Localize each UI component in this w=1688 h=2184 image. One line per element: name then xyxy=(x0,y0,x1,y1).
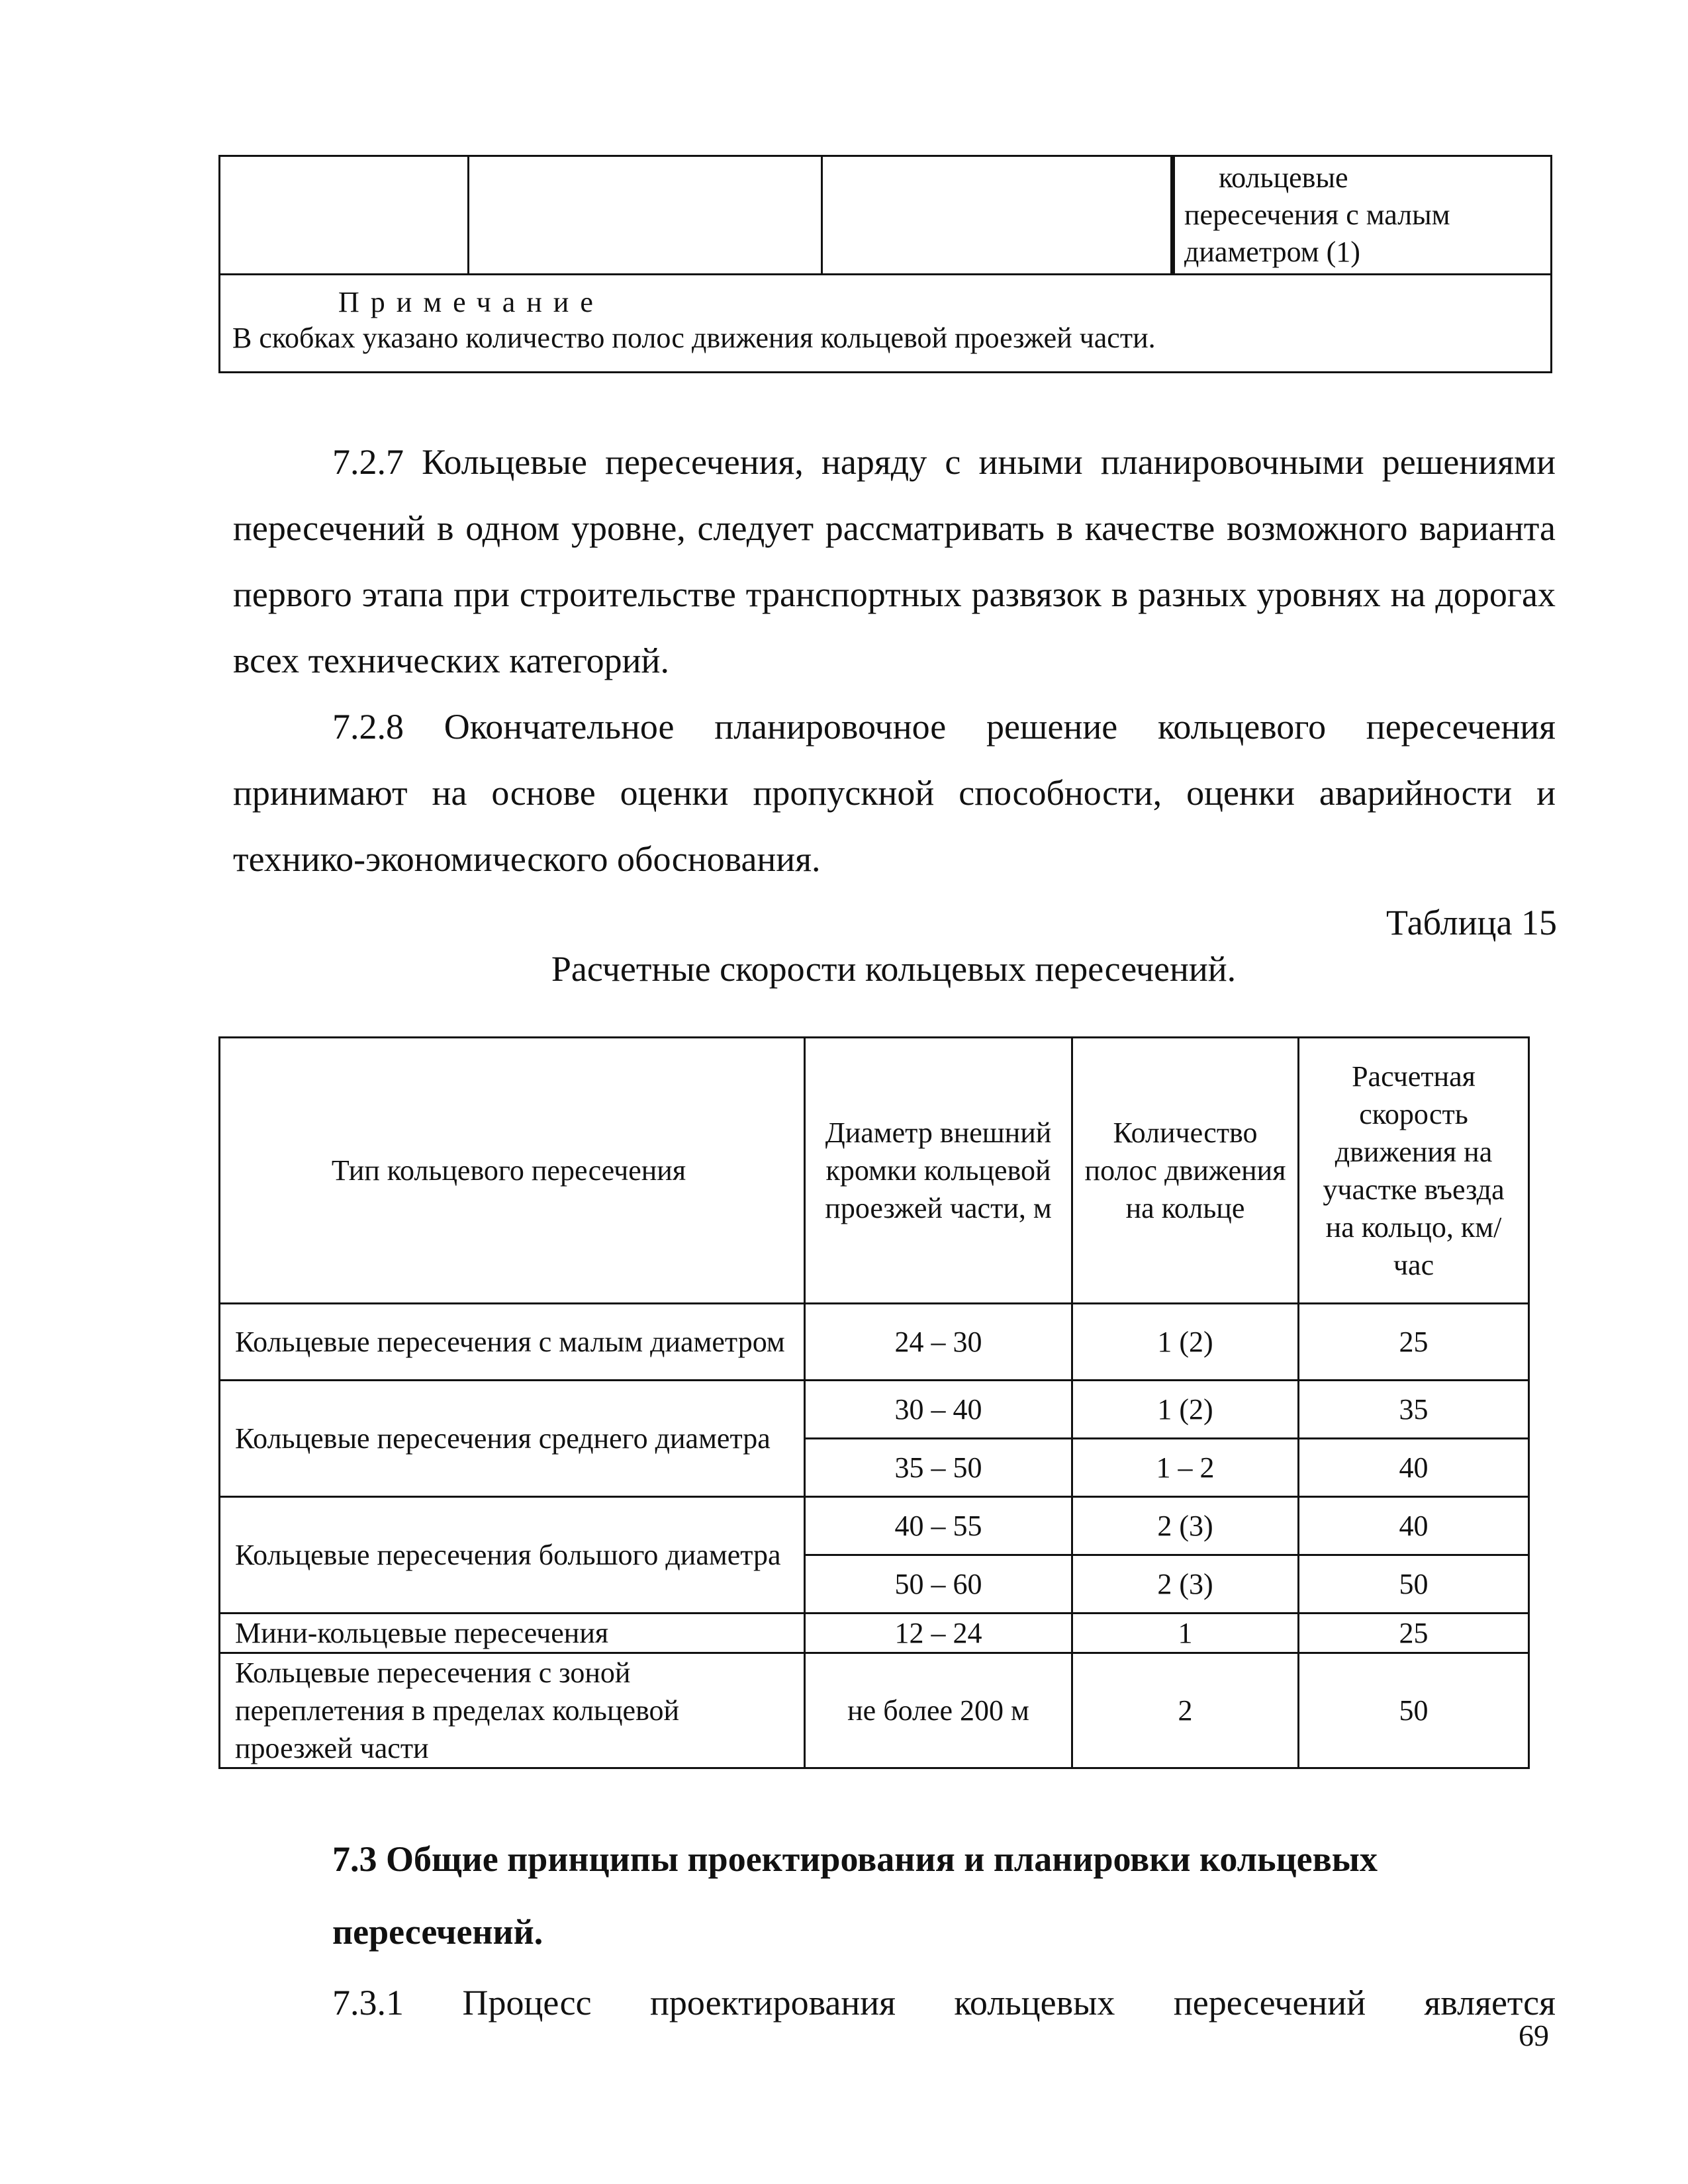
type-cell: Кольцевые пересечения с малым диаметром xyxy=(220,1304,805,1381)
paragraph-block-7-3 xyxy=(233,1970,1556,2036)
section-heading-text: 7.3 Общие принципы проектирования и планировки кольцевых пересечений. xyxy=(332,1839,1378,1952)
diameter-cell: 12 – 24 xyxy=(805,1614,1072,1653)
empty-cell-2 xyxy=(469,156,822,275)
lanes-cell: 2 (3) xyxy=(1072,1555,1299,1614)
paragraph-7-3-1: 7.3.1 Процесс проектирования кольцевых пересечений является xyxy=(332,1983,1556,2023)
type-cell: Кольцевые пересечения среднего диаметра xyxy=(220,1381,805,1497)
type-cell: Кольцевые пересечения большого диаметра xyxy=(220,1497,805,1614)
type-cell: Мини-кольцевые пересечения xyxy=(220,1614,805,1653)
lanes-cell: 2 (3) xyxy=(1072,1497,1299,1555)
speed-cell: 40 xyxy=(1299,1439,1529,1497)
type-cell: Кольцевые пересечения с зоной переплетения в пределах кольцевой проезжей части xyxy=(220,1653,805,1768)
cell-line-1: кольцевые xyxy=(1219,161,1348,194)
empty-cell-3 xyxy=(822,156,1173,275)
note-title: Примечание xyxy=(338,286,604,318)
lanes-cell: 1 xyxy=(1072,1614,1299,1653)
header-speed: Расчетная скорость движения на участке въезда на кольцо, км/час xyxy=(1299,1038,1529,1304)
note-text: В скобках указано количество полос движения кольцевой проезжей части. xyxy=(232,322,1156,354)
paragraph-block-7-2 xyxy=(233,429,1556,892)
note-cell xyxy=(220,275,1552,373)
header-diameter: Диаметр внешний кромки кольцевой проезжей части, м xyxy=(805,1038,1072,1304)
empty-cell-1 xyxy=(220,156,469,275)
speed-cell: 25 xyxy=(1299,1614,1529,1653)
cell-line-3: диаметром (1) xyxy=(1184,236,1360,268)
lanes-cell: 1 (2) xyxy=(1072,1304,1299,1381)
header-type: Тип кольцевого пересечения xyxy=(220,1038,805,1304)
paragraph-7-2-8: 7.2.8 Окончательное планировочное решение кольцевого пересечения принимают на основе оценки пропускной способности, оценки аварийности и технико-экономического обоснования. xyxy=(233,707,1556,879)
continuation-row xyxy=(220,156,1552,275)
diameter-cell: 30 – 40 xyxy=(805,1381,1072,1439)
section-heading xyxy=(233,1823,1556,1968)
paragraph-7-2-7: 7.2.7 Кольцевые пересечения, наряду с иными планировочными решениями пересечений в одном уровне, следует рассматривать в качестве возможного варианта первого этапа при строительстве транспортных развязок в разных уровнях на дорогах всех технических категорий. xyxy=(233,442,1556,680)
continuation-table xyxy=(218,155,1552,373)
table-row xyxy=(220,1381,1529,1439)
speed-cell: 50 xyxy=(1299,1653,1529,1768)
speed-cell: 35 xyxy=(1299,1381,1529,1439)
diameter-cell: 24 – 30 xyxy=(805,1304,1072,1381)
table-row xyxy=(220,1653,1529,1768)
table-row xyxy=(220,1614,1529,1653)
diameter-cell: 50 – 60 xyxy=(805,1555,1072,1614)
diameter-cell: 40 – 55 xyxy=(805,1497,1072,1555)
diameter-cell: 35 – 50 xyxy=(805,1439,1072,1497)
lanes-cell: 1 (2) xyxy=(1072,1381,1299,1439)
header-lanes: Количество полос движения на кольце xyxy=(1072,1038,1299,1304)
table-header-row xyxy=(220,1038,1529,1304)
speed-cell: 50 xyxy=(1299,1555,1529,1614)
page-number: 69 xyxy=(1519,2019,1549,2052)
table-row xyxy=(220,1304,1529,1381)
cell-line-2: пересечения с малым xyxy=(1184,199,1450,231)
table-title: Расчетные скорости кольцевых пересечений. xyxy=(551,949,1237,989)
note-row xyxy=(220,275,1552,373)
speed-cell: 40 xyxy=(1299,1497,1529,1555)
lanes-cell: 2 xyxy=(1072,1653,1299,1768)
speed-table xyxy=(218,1036,1530,1769)
table-number: Таблица 15 xyxy=(1386,903,1557,942)
speed-cell: 25 xyxy=(1299,1304,1529,1381)
continuation-cell xyxy=(1173,156,1552,275)
diameter-cell: не более 200 м xyxy=(805,1653,1072,1768)
table-row xyxy=(220,1497,1529,1555)
lanes-cell: 1 – 2 xyxy=(1072,1439,1299,1497)
